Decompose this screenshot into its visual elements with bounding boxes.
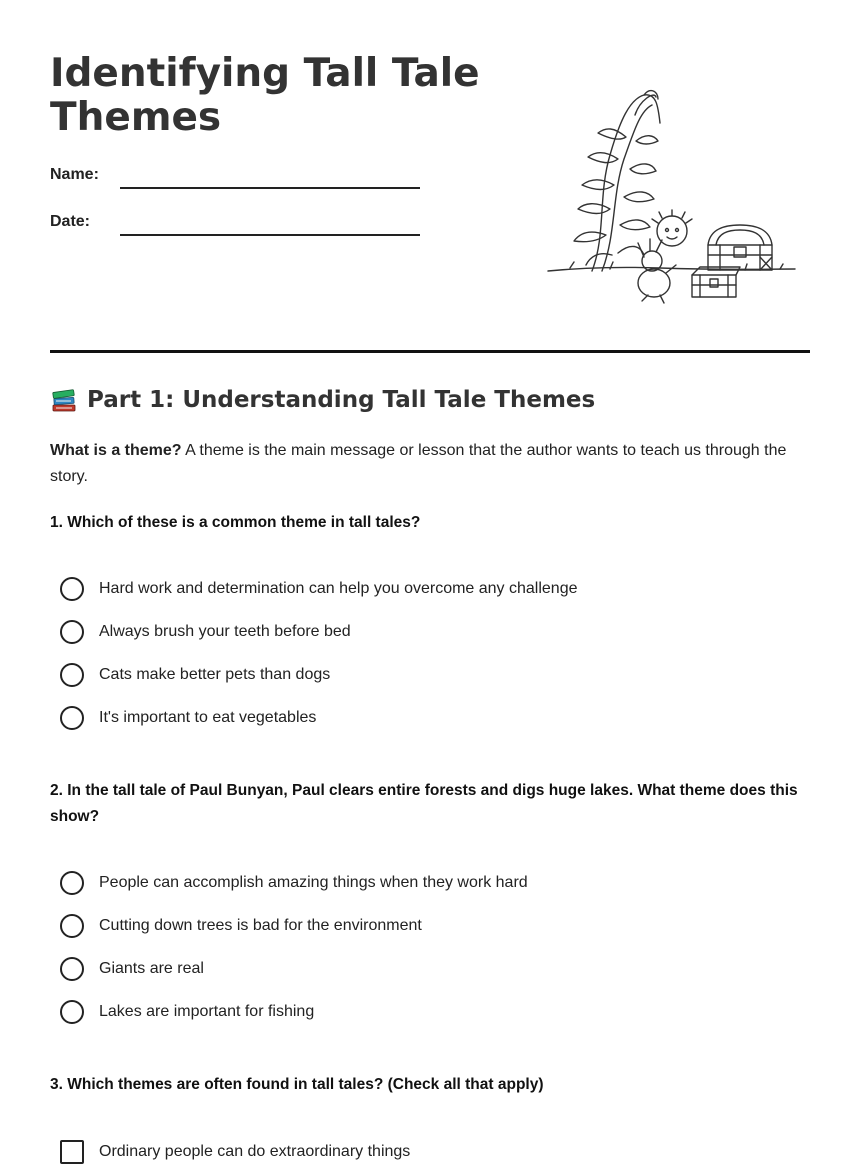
option-label: Giants are real xyxy=(99,960,204,977)
radio-button[interactable] xyxy=(60,871,84,895)
q1-option-1[interactable] xyxy=(60,577,578,601)
q2-option-2[interactable] xyxy=(60,914,422,938)
q1-option-2[interactable] xyxy=(60,620,351,644)
date-field[interactable] xyxy=(120,234,420,236)
option-label: People can accomplish amazing things when they work hard xyxy=(99,874,528,891)
part1-heading-text: Part 1: Understanding Tall Tale Themes xyxy=(87,387,596,413)
books-icon xyxy=(50,386,78,414)
radio-button[interactable] xyxy=(60,663,84,687)
q2-option-3[interactable] xyxy=(60,957,204,981)
option-label: Hard work and determination can help you overcome any challenge xyxy=(99,580,578,597)
worksheet-title: Identifying Tall Tale Themes xyxy=(50,51,480,140)
theme-definition-text: A theme is the main message or lesson that the author wants to teach us through the story. xyxy=(50,442,787,485)
q2-option-1[interactable] xyxy=(60,871,528,895)
checkbox[interactable] xyxy=(60,1140,84,1164)
question-3: 3. Which themes are often found in tall tales? (Check all that apply) xyxy=(50,1076,544,1093)
theme-definition xyxy=(50,438,810,490)
option-label: Always brush your teeth before bed xyxy=(99,623,351,640)
section-divider xyxy=(50,350,810,353)
option-label: Cats make better pets than dogs xyxy=(99,666,331,683)
option-label: Cutting down trees is bad for the environment xyxy=(99,917,422,934)
radio-button[interactable] xyxy=(60,1000,84,1024)
radio-button[interactable] xyxy=(60,914,84,938)
radio-button[interactable] xyxy=(60,706,84,730)
option-label: Ordinary people can do extraordinary things xyxy=(99,1143,411,1160)
theme-definition-term: What is a theme? xyxy=(50,442,182,459)
name-field[interactable] xyxy=(120,187,420,189)
option-label: Lakes are important for fishing xyxy=(99,1003,315,1020)
part1-heading xyxy=(50,386,595,414)
option-label: It's important to eat vegetables xyxy=(99,709,317,726)
radio-button[interactable] xyxy=(60,577,84,601)
q1-option-4[interactable] xyxy=(60,706,316,730)
q3-option-1[interactable] xyxy=(60,1140,410,1164)
date-label: Date: xyxy=(50,213,91,230)
beanstalk-illustration-icon xyxy=(540,85,800,310)
radio-button[interactable] xyxy=(60,620,84,644)
name-label: Name: xyxy=(50,166,99,183)
question-2: 2. In the tall tale of Paul Bunyan, Paul clears entire forests and digs huge lakes. What theme does this show? xyxy=(50,782,798,825)
radio-button[interactable] xyxy=(60,957,84,981)
q2-option-4[interactable] xyxy=(60,1000,314,1024)
q1-option-3[interactable] xyxy=(60,663,330,687)
question-1: 1. Which of these is a common theme in tall tales? xyxy=(50,514,421,531)
